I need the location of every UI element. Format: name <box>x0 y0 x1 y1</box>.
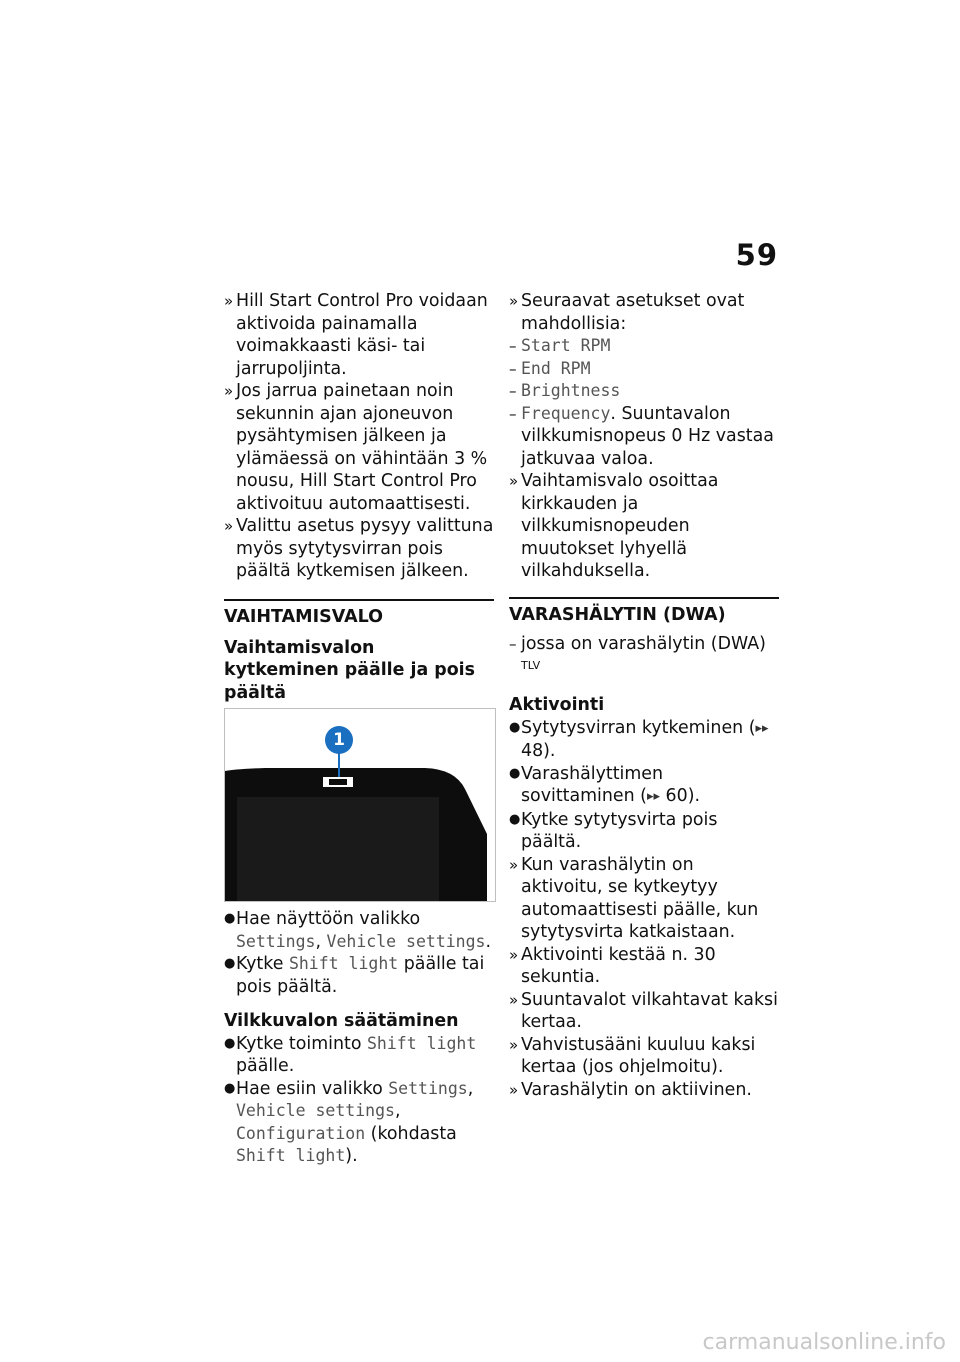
bullet-marker: ● <box>224 911 236 926</box>
result-marker: » <box>224 292 234 310</box>
intro-text-3: Valittu asetus pysyy valittuna myös sytytysvirran pois päältä kytkemisen jälkeen. <box>236 516 494 581</box>
alarm-result-text: Kun varashälytin on aktivoitu, se kytkeytyy automaattisesti päälle, kun sytytysvirta katkaistaan. <box>521 854 759 943</box>
dash-marker: – <box>509 634 517 653</box>
page-ref-arrow-icon: ▸▸ <box>755 720 769 736</box>
option-superscript: TLV <box>521 659 541 672</box>
step-text: Kytke <box>236 954 289 974</box>
alarm-result-text: Vahvistusääni kuuluu kaksi kertaa (jos ohjelmoitu). <box>521 1034 756 1078</box>
alarm-result-text: Aktivointi kestää n. 30 sekuntia. <box>521 944 716 988</box>
menu-settings: Settings <box>236 931 316 951</box>
tft-display-illustration <box>225 709 495 901</box>
dash-marker: – <box>509 404 517 423</box>
setting-frequency-label: Frequency <box>521 403 611 423</box>
step-text: Hae esiin valikko <box>236 1078 389 1099</box>
setting-frequency-text: . Suuntavalon vilkkumisnopeus 0 Hz vastaa jatkuvaa valoa. <box>521 403 774 469</box>
result-marker: » <box>224 517 234 535</box>
bullet-marker: ● <box>224 956 236 971</box>
shift-light-result <box>509 470 779 583</box>
step-open-settings <box>224 908 494 953</box>
alarm-result-1 <box>509 854 779 944</box>
dash-marker: – <box>509 337 517 355</box>
step-text: Sytytysvirran kytkeminen ( <box>521 717 756 738</box>
menu-configuration: Configuration <box>236 1123 366 1143</box>
intro-item-3 <box>224 515 494 583</box>
step-toggle-shift-light <box>224 953 494 998</box>
step-text-end: päälle tai pois päältä. <box>236 954 485 997</box>
step-ignition-off <box>509 809 779 854</box>
intro-text-1: Hill Start Control Pro voidaan aktivoida painamalla voimakkaasti käsi- tai jarrupoljinta. <box>236 291 488 379</box>
intro-item-1 <box>224 290 494 380</box>
left-column <box>224 290 494 1168</box>
menu-shift-light: Shift light <box>367 1033 477 1053</box>
section-title-shift-light: VAIHTAMISVALO <box>224 599 494 629</box>
alarm-result-3 <box>509 989 779 1034</box>
alarm-result-5 <box>509 1079 779 1102</box>
step-text-end: päälle. <box>236 1056 295 1076</box>
setting-brightness <box>509 380 779 403</box>
separator: , <box>315 931 327 952</box>
alarm-result-text: Suuntavalot vilkahtavat kaksi kertaa. <box>521 989 778 1033</box>
result-marker: » <box>509 1080 519 1099</box>
alarm-result-text: Varashälytin on aktiivinen. <box>521 1079 752 1100</box>
step-open-configuration <box>224 1078 494 1168</box>
intro-text-2: Jos jarrua painetaan noin sekunnin ajan ajoneuvon pysähtymisen jälkeen ja ylämäessä on vähintään 3 % nousu, Hill Start Control Pro aktivoituu automaattisesti. <box>236 381 488 514</box>
settings-intro <box>509 290 779 335</box>
settings-intro-text: Seuraavat asetukset ovat mahdollisia: <box>521 291 745 334</box>
bullet-marker: ● <box>509 765 521 781</box>
subtitle-activation: Aktivointi <box>509 695 605 716</box>
menu-vehicle-settings: Vehicle settings <box>236 1101 395 1120</box>
setting-brightness-label: Brightness <box>521 381 621 400</box>
step-text-end: ). <box>543 741 556 762</box>
bullet-marker: ● <box>509 719 521 735</box>
result-marker: » <box>509 1035 519 1054</box>
section-title-alarm: VARASHÄLYTIN (DWA) <box>509 597 779 627</box>
separator: , <box>467 1078 474 1099</box>
dash-marker: – <box>509 382 517 400</box>
watermark: carmanualsonline.info <box>702 1330 946 1355</box>
menu-vehicle-settings: Vehicle settings <box>326 931 486 951</box>
setting-start-rpm <box>509 335 779 358</box>
intro-item-2 <box>224 380 494 515</box>
alarm-equipment-text: jossa on varashälytin (DWA) <box>521 633 766 654</box>
page-ref-48[interactable]: 48 <box>521 741 544 762</box>
alarm-equipment-note <box>509 633 779 683</box>
step-ignition-on <box>509 717 779 763</box>
bullet-marker: ● <box>224 1035 236 1051</box>
setting-frequency <box>509 403 779 471</box>
setting-end-rpm <box>509 358 779 381</box>
shift-light-result-text: Vaihtamisvalo osoittaa kirkkauden ja vilkkumisnopeuden muutokset lyhyellä vilkahduksella. <box>521 471 719 581</box>
subtitle-flash-adjust: Vilkkuvalon säätäminen <box>224 1011 459 1031</box>
step-text: Kytke toiminto <box>236 1033 367 1054</box>
step-text: Hae näyttöön valikko <box>236 909 421 929</box>
page-ref-60[interactable]: 60 <box>665 786 688 807</box>
step-text: (kohdasta <box>365 1123 457 1144</box>
step-text: Kytke sytytysvirta pois päältä. <box>521 809 718 853</box>
step-adapt-alarm <box>509 763 779 809</box>
result-marker: » <box>509 292 519 310</box>
setting-start-rpm-label: Start RPM <box>521 336 611 355</box>
step-text-end: ). <box>345 1146 358 1166</box>
display-figure <box>224 708 496 902</box>
page-number: 59 <box>735 238 778 272</box>
callout-1: 1 <box>325 726 353 754</box>
result-marker: » <box>509 990 519 1009</box>
result-marker: » <box>509 855 519 874</box>
menu-shift-light: Shift light <box>288 954 399 973</box>
setting-end-rpm-label: End RPM <box>521 358 591 378</box>
alarm-result-4 <box>509 1034 779 1079</box>
step-text-end: . <box>485 931 492 952</box>
alarm-result-2 <box>509 944 779 989</box>
right-column <box>509 290 779 1101</box>
menu-shift-light: Shift light <box>236 1146 346 1165</box>
step-text-end: ). <box>687 786 701 807</box>
step-text: Varashälyttimen sovittaminen ( <box>521 763 664 807</box>
subtitle-shift-light-toggle: Vaihtamisvalon kytkeminen päälle ja pois päältä <box>224 637 475 703</box>
page-ref-arrow-icon: ▸▸ <box>646 789 661 805</box>
result-marker: » <box>509 472 519 490</box>
menu-settings: Settings <box>388 1078 468 1098</box>
result-marker: » <box>509 945 519 964</box>
dash-marker: – <box>509 359 517 378</box>
step-enable-shift-light <box>224 1033 494 1078</box>
bullet-marker: ● <box>224 1080 236 1096</box>
bullet-marker: ● <box>509 811 521 827</box>
separator: , <box>394 1101 401 1121</box>
result-marker: » <box>224 382 234 400</box>
